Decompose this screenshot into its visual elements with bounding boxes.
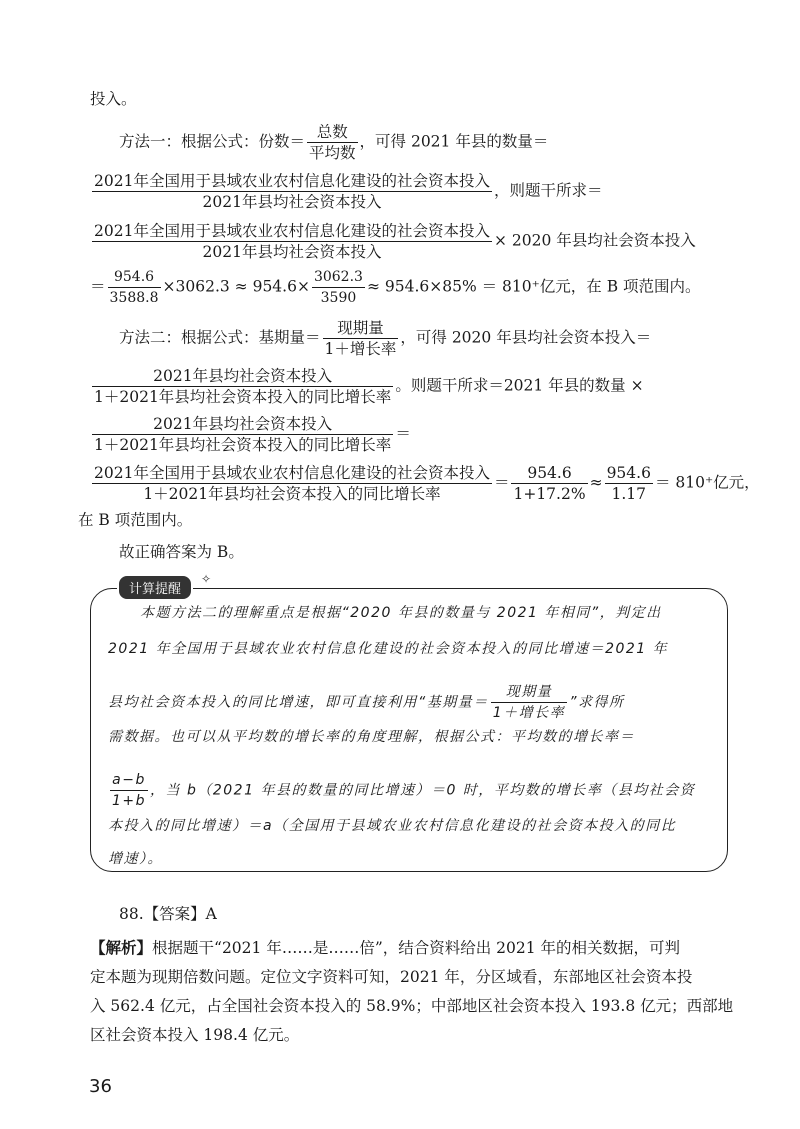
denominator: 1+b <box>112 793 147 809</box>
fraction <box>92 414 393 455</box>
q88-title: 88.【答案】A <box>119 905 217 923</box>
text: 方法一：根据公式：份数＝ <box>119 132 306 151</box>
tip-line: 本投入的同比增速）＝a（全国用于县域农业农村信息化建设的社会资本投入的同比 <box>108 818 677 834</box>
text: ≈ <box>589 473 603 492</box>
text: ”求得所 <box>569 694 625 711</box>
text: ，可得 2021 年县的数量＝ <box>359 132 549 151</box>
denominator: 1＋2021年县均社会资本投入的同比增长率 <box>94 436 392 454</box>
numerator: 3062.3 <box>312 267 365 288</box>
numerator: 现期量 <box>491 682 567 703</box>
analysis-tag: 【解析】 <box>90 938 153 957</box>
numerator: 2021年县均社会资本投入 <box>92 366 393 387</box>
text: ×3062.3 ≈ 954.6× <box>162 277 310 296</box>
denominator: 3588.8 <box>109 290 159 306</box>
text: ＝ <box>493 473 510 492</box>
numerator: 954.6 <box>606 464 651 482</box>
tip-line: 2021 年全国用于县域农业农村信息化建设的社会资本投入的同比增速＝2021 年 <box>108 641 669 657</box>
method2-calculation <box>90 463 760 504</box>
method2-formula-a <box>90 366 644 407</box>
tip-line: 增速）。 <box>108 851 163 867</box>
tip-line <box>108 682 624 723</box>
fraction <box>323 318 399 359</box>
text: × 2020 年县均社会资本投入 <box>493 231 696 250</box>
fraction <box>605 463 653 504</box>
sparkle-icon: ✧ <box>201 572 212 586</box>
tip-line: 本题方法二的理解重点是根据“2020 年县的数量与 2021 年相同”，判定出 <box>140 605 662 621</box>
denominator: 1＋增长率 <box>492 705 566 721</box>
numerator: 现期量 <box>323 318 399 339</box>
fraction <box>110 770 148 811</box>
denominator: 1+17.2% <box>513 485 586 503</box>
method1-calculation <box>90 267 701 308</box>
denominator: 1.17 <box>611 485 646 503</box>
fraction <box>491 682 567 723</box>
tip-line <box>108 770 695 811</box>
text: 根据题干“2021 年……是……倍”，结合资料给出 2021 年的相关数据，可判 <box>152 939 681 957</box>
q88-line: 定本题为现期倍数问题。定位文字资料可知，2021 年，分区域看，东部地区社会资本投 <box>90 968 693 986</box>
text: ，可得 2020 年县均社会资本投入＝ <box>400 328 652 347</box>
q88-line: 区社会资本投入 198.4 亿元。 <box>90 1026 300 1044</box>
text: 。则题干所求＝2021 年县的数量 × <box>395 376 644 395</box>
q88-line: 入 562.4 亿元，占全国社会资本投入的 58.9%；中部地区社会资本投入 193.8 亿元；西部地 <box>90 997 734 1015</box>
numerator: 总数 <box>307 122 358 143</box>
fraction <box>92 366 393 407</box>
numerator: 2021年全国用于县域农业农村信息化建设的社会资本投入 <box>94 172 490 190</box>
fraction <box>108 267 161 308</box>
fraction <box>307 122 358 163</box>
fraction <box>92 171 492 212</box>
denominator: 2021年县均社会资本投入 <box>202 193 382 211</box>
answer-line: 故正确答案为 B。 <box>119 543 244 561</box>
text: 县均社会资本投入的同比增速，即可直接利用“基期量＝ <box>108 694 489 711</box>
fraction <box>312 267 365 308</box>
method1-formula-b <box>90 221 696 262</box>
text-line: 在 B 项范围内。 <box>78 511 193 529</box>
text-line: 投入。 <box>90 90 137 108</box>
numerator: 2021年全国用于县域农业农村信息化建设的社会资本投入 <box>94 222 490 240</box>
text: 方法二：根据公式：基期量＝ <box>119 328 321 347</box>
denominator: 平均数 <box>309 144 356 162</box>
fraction <box>92 463 492 504</box>
fraction <box>92 221 492 262</box>
denominator: 3590 <box>320 290 357 306</box>
numerator: 2021年全国用于县域农业农村信息化建设的社会资本投入 <box>94 464 490 482</box>
numerator: 954.6 <box>108 267 161 288</box>
text: ＝ 810⁺亿元， <box>654 473 760 492</box>
denominator: 2021年县均社会资本投入 <box>202 243 382 261</box>
text: ，当 b（2021 年县的数量的同比增速）＝0 时，平均数的增长率（县均社会资 <box>150 782 696 799</box>
method1-intro <box>119 122 548 163</box>
method2-formula-b <box>90 414 411 455</box>
numerator: 954.6 <box>511 463 587 484</box>
numerator: 2021年县均社会资本投入 <box>92 414 393 435</box>
method1-formula-a <box>90 171 602 212</box>
denominator: 1＋2021年县均社会资本投入的同比增长率 <box>143 485 441 503</box>
q88-line <box>90 937 680 959</box>
tip-line: 需数据。也可以从平均数的增长率的角度理解，根据公式：平均数的增长率＝ <box>108 729 635 745</box>
text: ≈ 954.6×85% ＝ 810⁺亿元，在 B 项范围内。 <box>366 277 701 296</box>
denominator: 1＋2021年县均社会资本投入的同比增长率 <box>94 388 392 406</box>
fraction <box>511 463 587 504</box>
method2-intro <box>119 318 651 359</box>
text: ＝ <box>90 277 106 296</box>
text: ，则题干所求＝ <box>493 181 603 200</box>
page-number: 36 <box>89 1076 112 1097</box>
denominator: 1＋增长率 <box>324 340 397 358</box>
text: ＝ <box>395 424 411 443</box>
tip-label: 计算提醒 <box>117 574 193 601</box>
numerator: a−b <box>110 770 148 791</box>
